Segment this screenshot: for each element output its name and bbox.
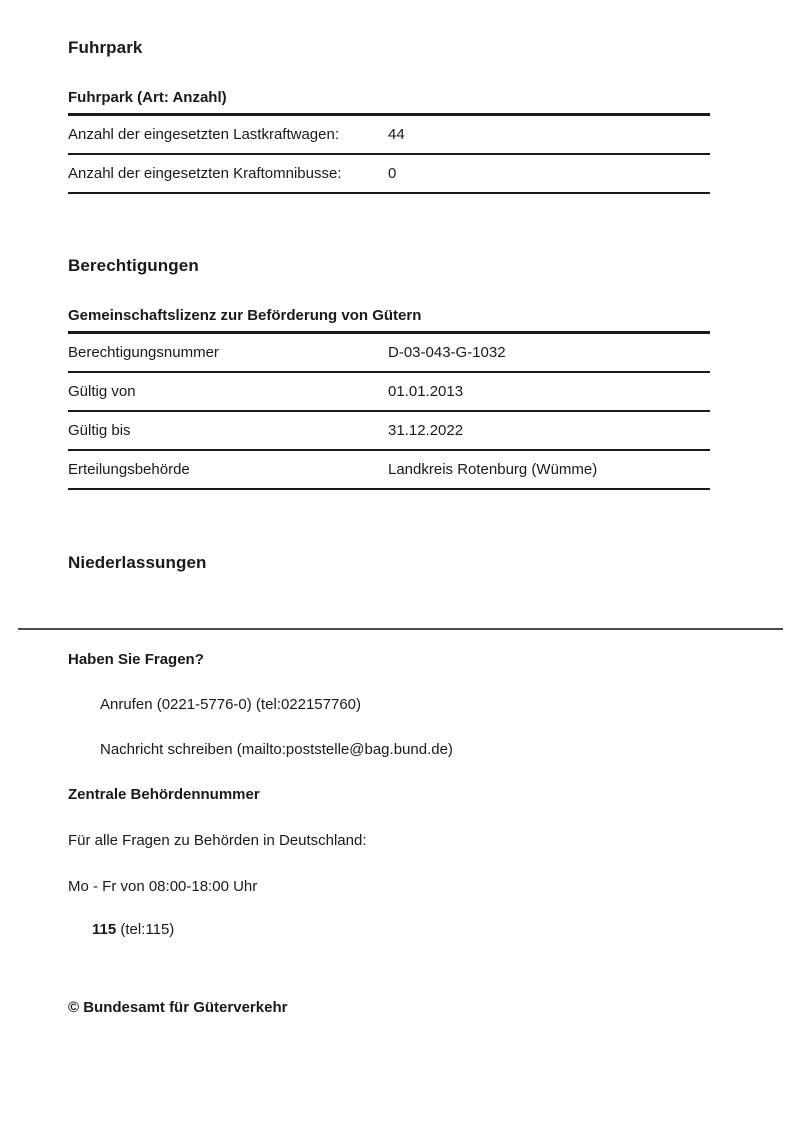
- berechtigungen-table-caption: Gemeinschaftslizenz zur Beförderung von Gütern: [68, 307, 710, 334]
- section-title-berechtigungen: Berechtigungen: [68, 256, 199, 275]
- table-row: [68, 373, 710, 412]
- table-row: [68, 334, 710, 373]
- contact-section: [0, 630, 800, 1016]
- section-title-niederlassungen: Niederlassungen: [68, 553, 207, 572]
- hotline-info: Für alle Fragen zu Behörden in Deutschland:: [68, 832, 367, 849]
- table-row: [68, 155, 710, 194]
- row-value: 44: [388, 126, 405, 143]
- hotline-number-link[interactable]: [68, 921, 710, 938]
- row-label: Anzahl der eingesetzten Kraftomnibusse:: [68, 165, 342, 182]
- fuhrpark-table: [68, 89, 710, 194]
- section-title-fuhrpark: Fuhrpark: [68, 38, 143, 57]
- table-row: [68, 116, 710, 155]
- row-value: 31.12.2022: [388, 422, 464, 439]
- message-link[interactable]: Nachricht schreiben (mailto:poststelle@bag.bund.de): [100, 741, 453, 758]
- row-label: Anzahl der eingesetzten Lastkraftwagen:: [68, 126, 340, 143]
- berechtigungen-table: [68, 307, 710, 490]
- copyright-notice: © Bundesamt für Güterverkehr: [68, 999, 288, 1016]
- fuhrpark-table-caption: Fuhrpark (Art: Anzahl): [68, 89, 710, 116]
- row-label: Gültig von: [68, 383, 136, 400]
- row-label: Gültig bis: [68, 422, 131, 439]
- row-label: Erteilungsbehörde: [68, 461, 190, 478]
- call-link[interactable]: Anrufen (0221-5776-0) (tel:022157760): [100, 696, 362, 713]
- row-label: Berechtigungsnummer: [68, 344, 219, 361]
- hotline-hours: Mo - Fr von 08:00-18:00 Uhr: [68, 878, 258, 895]
- row-value: D-03-043-G-1032: [388, 344, 506, 361]
- hotline-number: 115: [92, 921, 117, 938]
- row-value: 01.01.2013: [388, 383, 464, 400]
- questions-title: Haben Sie Fragen?: [68, 651, 204, 668]
- row-value: 0: [388, 165, 397, 182]
- hotline-title: Zentrale Behördennummer: [68, 786, 260, 803]
- hotline-number-suffix: (tel:115): [116, 921, 175, 938]
- row-value: Landkreis Rotenburg (Wümme): [388, 461, 598, 478]
- table-row: [68, 451, 710, 490]
- table-row: [68, 412, 710, 451]
